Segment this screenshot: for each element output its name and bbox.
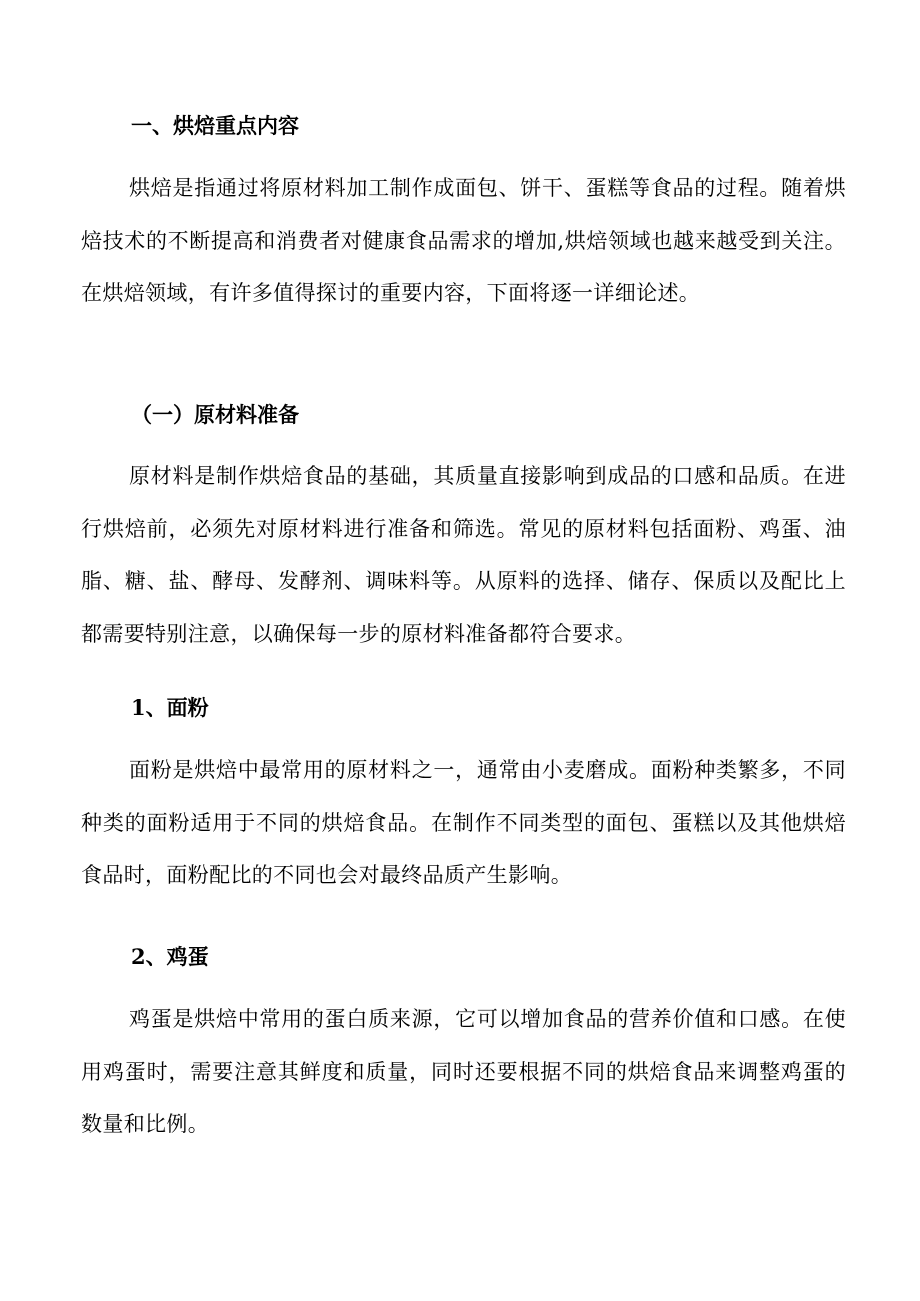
item-paragraph-flour: 面粉是烘焙中最常用的原材料之一，通常由小麦磨成。面粉种类繁多，不同种类的面粉适用于不同的烘焙食品。在制作不同类型的面包、蛋糕以及其他烘焙食品时，面粉配比的不同也会对最终品质产生影响。 (81, 758, 846, 887)
item-paragraph-egg: 鸡蛋是烘焙中常用的蛋白质来源，它可以增加食品的营养价值和口感。在使用鸡蛋时，需要注意其鲜度和质量，同时还要根据不同的烘焙食品来调整鸡蛋的数量和比例。 (81, 1007, 846, 1136)
subsection-paragraph: 原材料是制作烘焙食品的基础，其质量直接影响到成品的口感和品质。在进行烘焙前，必须先对原材料进行准备和筛选。常见的原材料包括面粉、鸡蛋、油脂、糖、盐、酵母、发酵剂、调味料等。从原料的选择、储存、保质以及配比上都需要特别注意，以确保每一步的原材料准备都符合要求。 (81, 464, 846, 646)
item-heading-flour: 1、面粉 (131, 695, 209, 720)
intro-paragraph: 烘焙是指通过将原材料加工制作成面包、饼干、蛋糕等食品的过程。随着烘焙技术的不断提高和消费者对健康食品需求的增加,烘焙领域也越来越受到关注。在烘焙领域，有许多值得探讨的重要内容，下面将逐一详细论述。 (81, 176, 846, 305)
item-heading-egg: 2、鸡蛋 (131, 944, 209, 969)
section-heading: 一、烘焙重点内容 (131, 113, 299, 138)
subsection-heading: （一）原材料准备 (131, 402, 299, 427)
